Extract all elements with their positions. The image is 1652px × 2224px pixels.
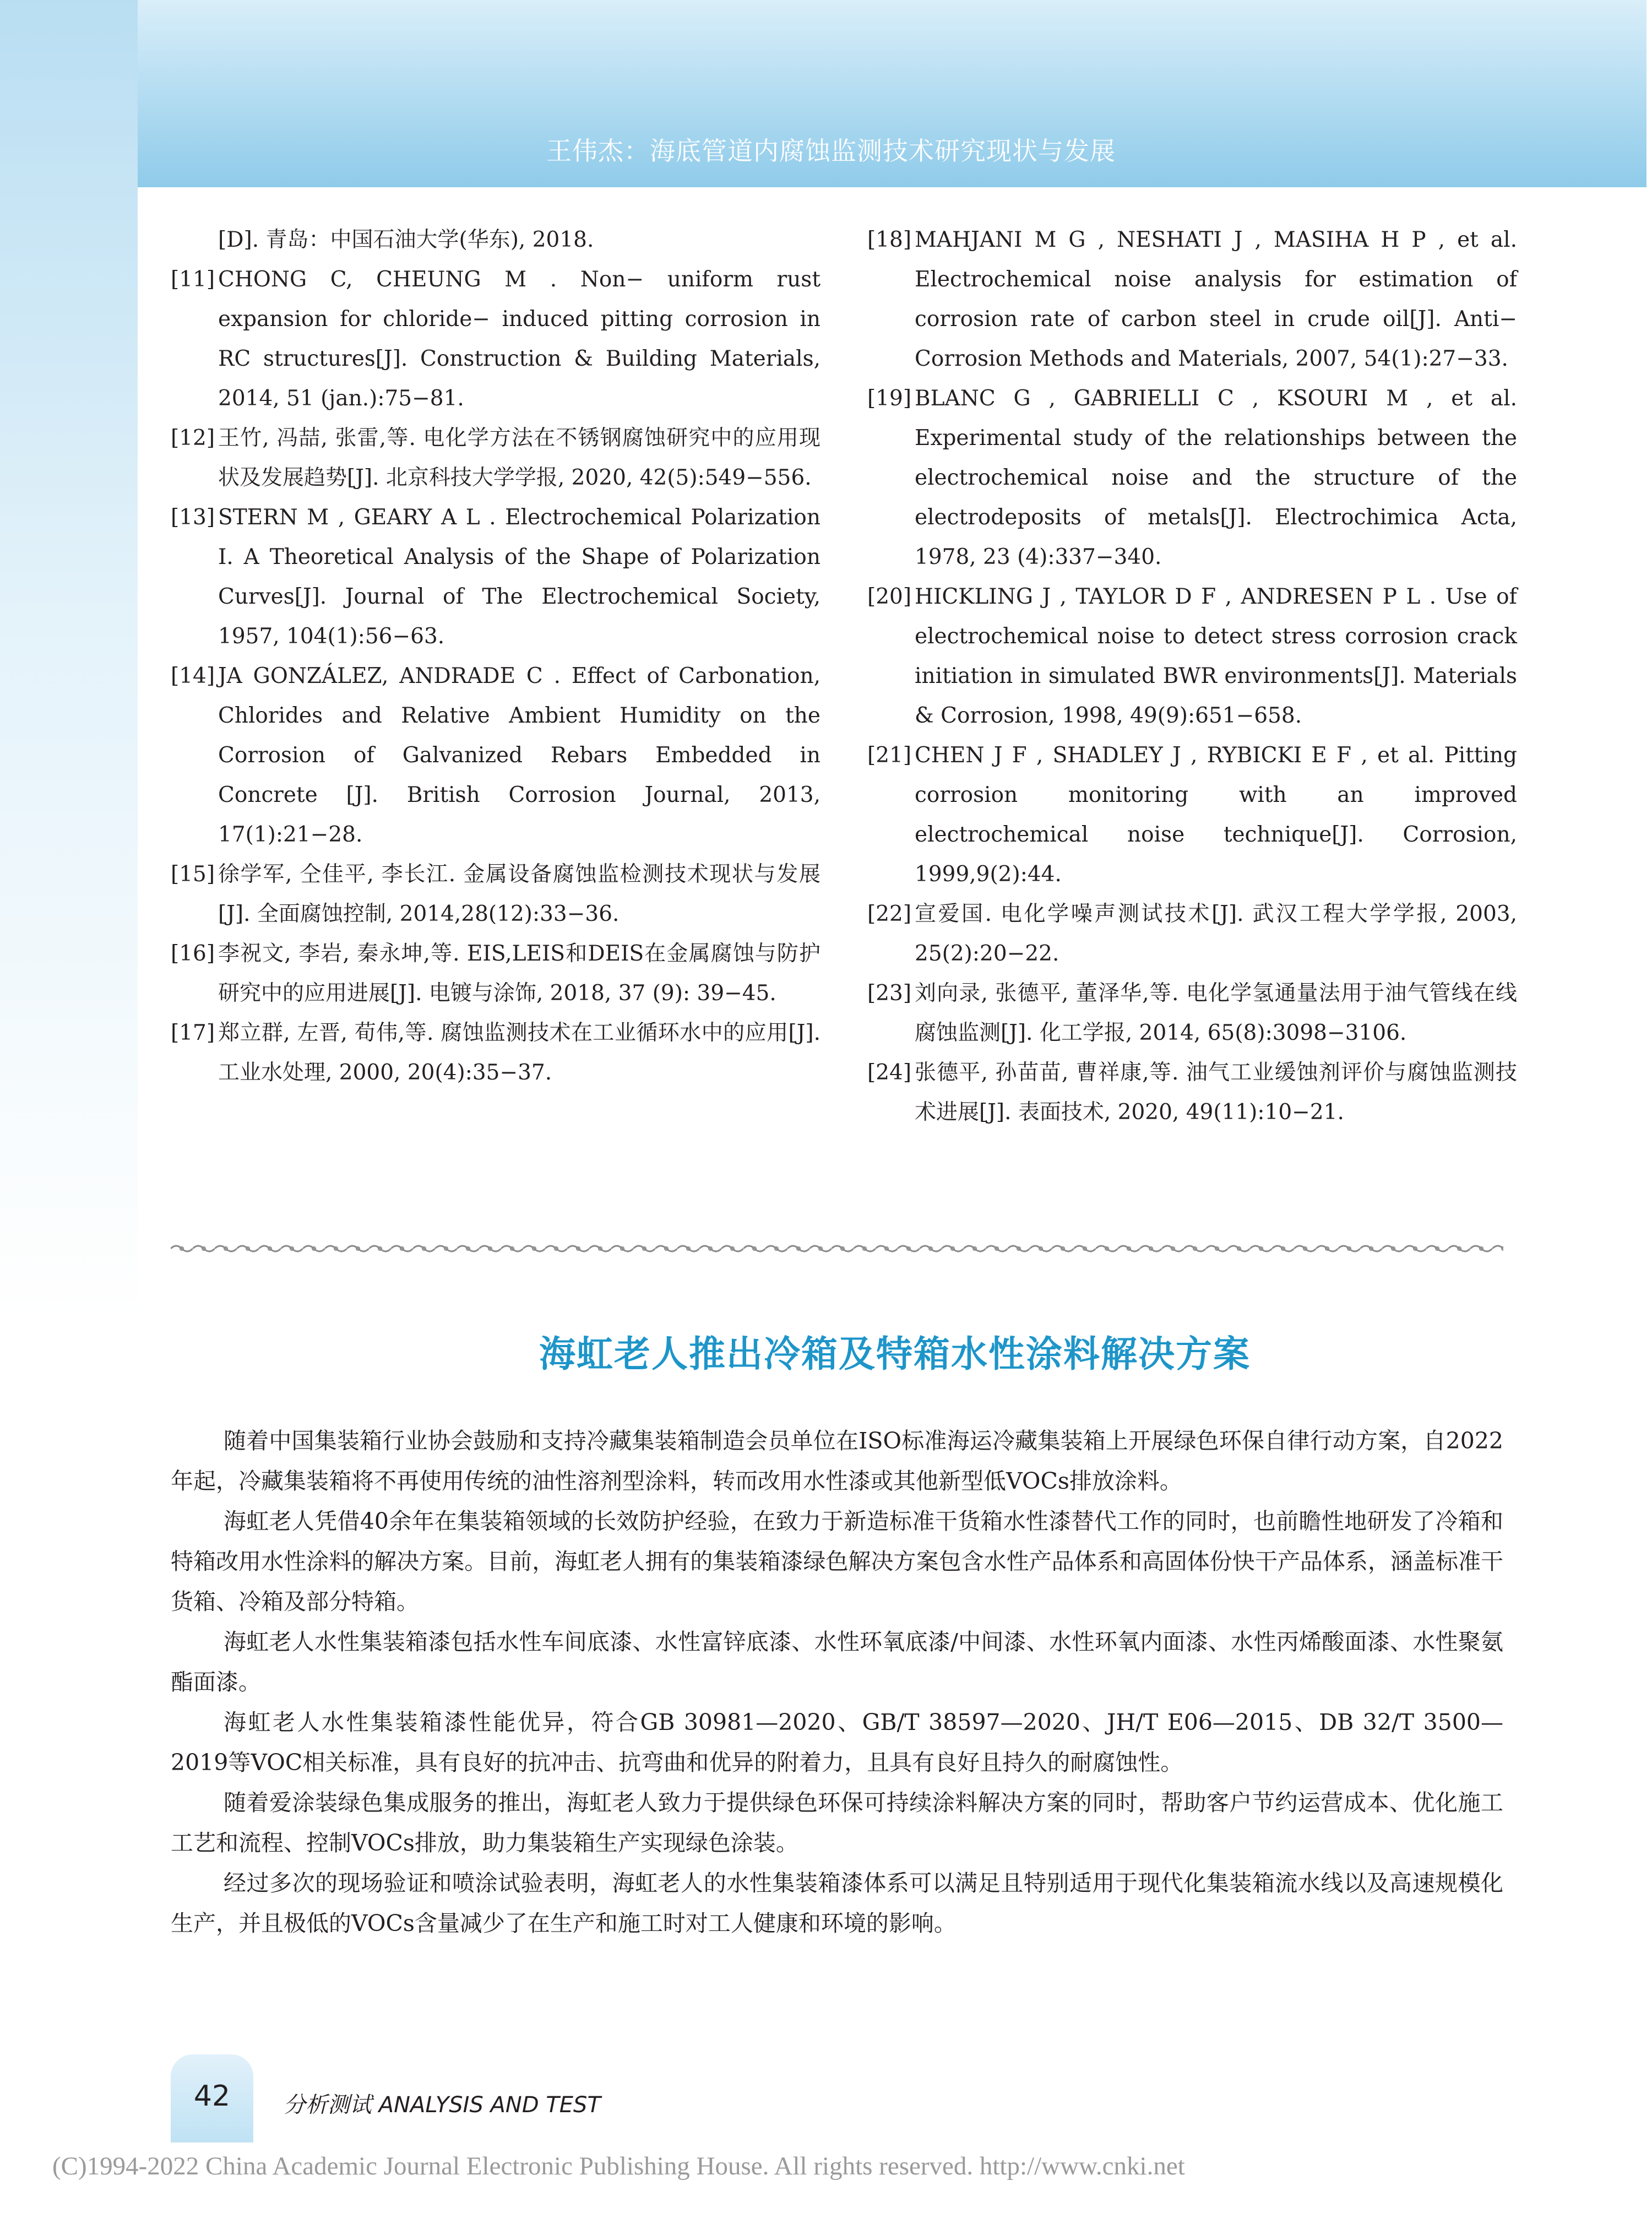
page-number: 42 <box>193 2080 231 2113</box>
running-head: 王伟杰：海底管道内腐蚀监测技术研究现状与发展 <box>546 136 1116 166</box>
reference-number: [13] <box>171 505 215 530</box>
references-right-column <box>867 220 1517 1132</box>
reference-number: [12] <box>171 426 215 451</box>
reference-text: MAHJANI M G , NESHATI J , MASIHA H P , et al. Electrochemical noise analysis for estimation of corrosion rate of carbon steel in crude oil[J]. Anti− Corrosion Methods and Materials, 2007, 54(1):27−33. <box>915 227 1517 371</box>
article-paragraph: 随着中国集装箱行业协会鼓励和支持冷藏集装箱制造会员单位在ISO标准海运冷藏集装箱上开展绿色环保自律行动方案，自2022年起，冷藏集装箱将不再使用传统的油性溶剂型涂料，转而改用水性漆或其他新型低VOCs排放涂料。 <box>171 1428 1503 1494</box>
reference-text: 宣爱国. 电化学噪声测试技术[J]. 武汉工程大学学报, 2003, 25(2):20−22. <box>915 902 1517 966</box>
reference-item <box>171 1013 820 1093</box>
reference-text: 张德平, 孙苗苗, 曹祥康,等. 油气工业缓蚀剂评价与腐蚀监测技术进展[J]. 表面技术, 2020, 49(11):10−21. <box>915 1060 1517 1125</box>
reference-item <box>867 1053 1517 1132</box>
reference-text: 徐学军, 仝佳平, 李长江. 金属设备腐蚀监检测技术现状与发展[J]. 全面腐蚀控制, 2014,28(12):33−36. <box>218 862 820 926</box>
reference-number: [21] <box>867 743 912 768</box>
article-paragraph: 海虹老人凭借40余年在集装箱领域的长效防护经验，在致力于新造标准干货箱水性漆替代工作的同时，也前瞻性地研发了冷箱和特箱改用水性涂料的解决方案。目前，海虹老人拥有的集装箱漆绿色解决方案包含水性产品体系和高固体份快干产品体系，涵盖标准干货箱、冷箱及部分特箱。 <box>171 1508 1503 1615</box>
reference-item <box>171 220 820 260</box>
divider-ornament-icon <box>171 1240 1503 1257</box>
reference-item <box>867 220 1517 379</box>
reference-number: [14] <box>171 664 215 688</box>
reference-text: CHEN J F , SHADLEY J , RYBICKI E F , et al. Pitting corrosion monitoring with an improved electrochemical noise technique[J]. Corrosion, 1999,9(2):44. <box>915 743 1517 887</box>
reference-number: [24] <box>867 1060 912 1085</box>
article-title: 海虹老人推出冷箱及特箱水性涂料解决方案 <box>539 1333 1251 1375</box>
reference-item <box>867 974 1517 1053</box>
reference-item <box>171 657 820 855</box>
reference-text: 郑立群, 左晋, 荀伟,等. 腐蚀监测技术在工业循环水中的应用[J]. 工业水处理, 2000, 20(4):35−37. <box>218 1021 820 1085</box>
reference-text: JA GONZÁLEZ, ANDRADE C . Effect of Carbonation, Chlorides and Relative Ambient Humidity on the Corrosion of Galvanized Rebars Embedded in Concrete [J]. British Corrosion Journal, 2013, 17(1):21−28. <box>218 664 820 847</box>
reference-number: [15] <box>171 862 215 887</box>
article-paragraph: 随着爱涂装绿色集成服务的推出，海虹老人致力于提供绿色环保可持续涂料解决方案的同时，帮助客户节约运营成本、优化施工工艺和流程、控制VOCs排放，助力集装箱生产实现绿色涂装。 <box>171 1789 1503 1856</box>
reference-item <box>171 260 820 419</box>
left-decorative-strip <box>0 0 138 1322</box>
reference-item <box>867 577 1517 736</box>
reference-number: [18] <box>867 227 912 252</box>
reference-text: 刘向录, 张德平, 董泽华,等. 电化学氢通量法用于油气管线在线腐蚀监测[J]. 化工学报, 2014, 65(8):3098−3106. <box>915 981 1517 1045</box>
reference-text: [D]. 青岛：中国石油大学(华东), 2018. <box>218 227 594 252</box>
reference-text: HICKLING J , TAYLOR D F , ANDRESEN P L . Use of electrochemical noise to detect stress corrosion crack initiation in simulated BWR environments[J]. Materials & Corrosion, 1998, 49(9):651−658. <box>915 584 1517 728</box>
reference-number: [17] <box>171 1021 215 1045</box>
reference-number: [16] <box>171 941 215 966</box>
references-left-column <box>171 220 820 1093</box>
ornamental-divider <box>171 1240 1503 1257</box>
reference-item <box>867 379 1517 577</box>
reference-text: 王竹, 冯喆, 张雷,等. 电化学方法在不锈钢腐蚀研究中的应用现状及发展趋势[J]. 北京科技大学学报, 2020, 42(5):549−556. <box>218 426 820 490</box>
reference-text: 李祝文, 李岩, 秦永坤,等. EIS,LEIS和DEIS在金属腐蚀与防护研究中的应用进展[J]. 电镀与涂饰, 2018, 37 (9): 39−45. <box>218 941 820 1006</box>
journal-name: 分析测试 ANALYSIS AND TEST <box>284 2092 601 2118</box>
reference-text: CHONG C, CHEUNG M . Non− uniform rust expansion for chloride− induced pitting corrosion in RC structures[J]. Construction & Building Materials, 2014, 51 (jan.):75−81. <box>218 267 820 411</box>
reference-item <box>171 934 820 1013</box>
reference-text: STERN M , GEARY A L . Electrochemical Polarization I. A Theoretical Analysis of the Shape of Polarization Curves[J]. Journal of The Electrochemical Society, 1957, 104(1):56−63. <box>218 505 820 649</box>
reference-item <box>867 894 1517 974</box>
reference-text: BLANC G , GABRIELLI C , KSOURI M , et al. Experimental study of the relationships between the electrochemical noise and the structure of the electrodeposits of metals[J]. Electrochimica Acta, 1978, 23 (4):337−340. <box>915 386 1517 569</box>
reference-item <box>867 736 1517 894</box>
reference-number: [20] <box>867 584 912 609</box>
article-body <box>171 1421 1503 1944</box>
article-paragraph: 海虹老人水性集装箱漆性能优异，符合GB 30981—2020、GB/T 38597—2020、JH/T E06—2015、DB 32/T 3500—2019等VOC相关标准，具有良好的抗冲击、抗弯曲和优异的附着力，且具有良好且持久的耐腐蚀性。 <box>171 1709 1503 1776</box>
article-paragraph: 海虹老人水性集装箱漆包括水性车间底漆、水性富锌底漆、水性环氧底漆/中间漆、水性环氧内面漆、水性丙烯酸面漆、水性聚氨酯面漆。 <box>171 1629 1503 1695</box>
copyright-watermark: (C)1994-2022 China Academic Journal Electronic Publishing House. All rights reserved. http://www.cnki.net <box>52 2152 1185 2180</box>
reference-number: [19] <box>867 386 912 411</box>
reference-item <box>171 855 820 934</box>
reference-number: [22] <box>867 902 912 926</box>
reference-number: [23] <box>867 981 912 1006</box>
reference-item <box>171 419 820 498</box>
article-paragraph: 经过多次的现场验证和喷涂试验表明，海虹老人的水性集装箱漆体系可以满足且特别适用于现代化集装箱流水线以及高速规模化生产，并且极低的VOCs含量减少了在生产和施工时对工人健康和环境的影响。 <box>171 1870 1503 1936</box>
reference-item <box>171 498 820 657</box>
reference-number: [11] <box>171 267 215 292</box>
